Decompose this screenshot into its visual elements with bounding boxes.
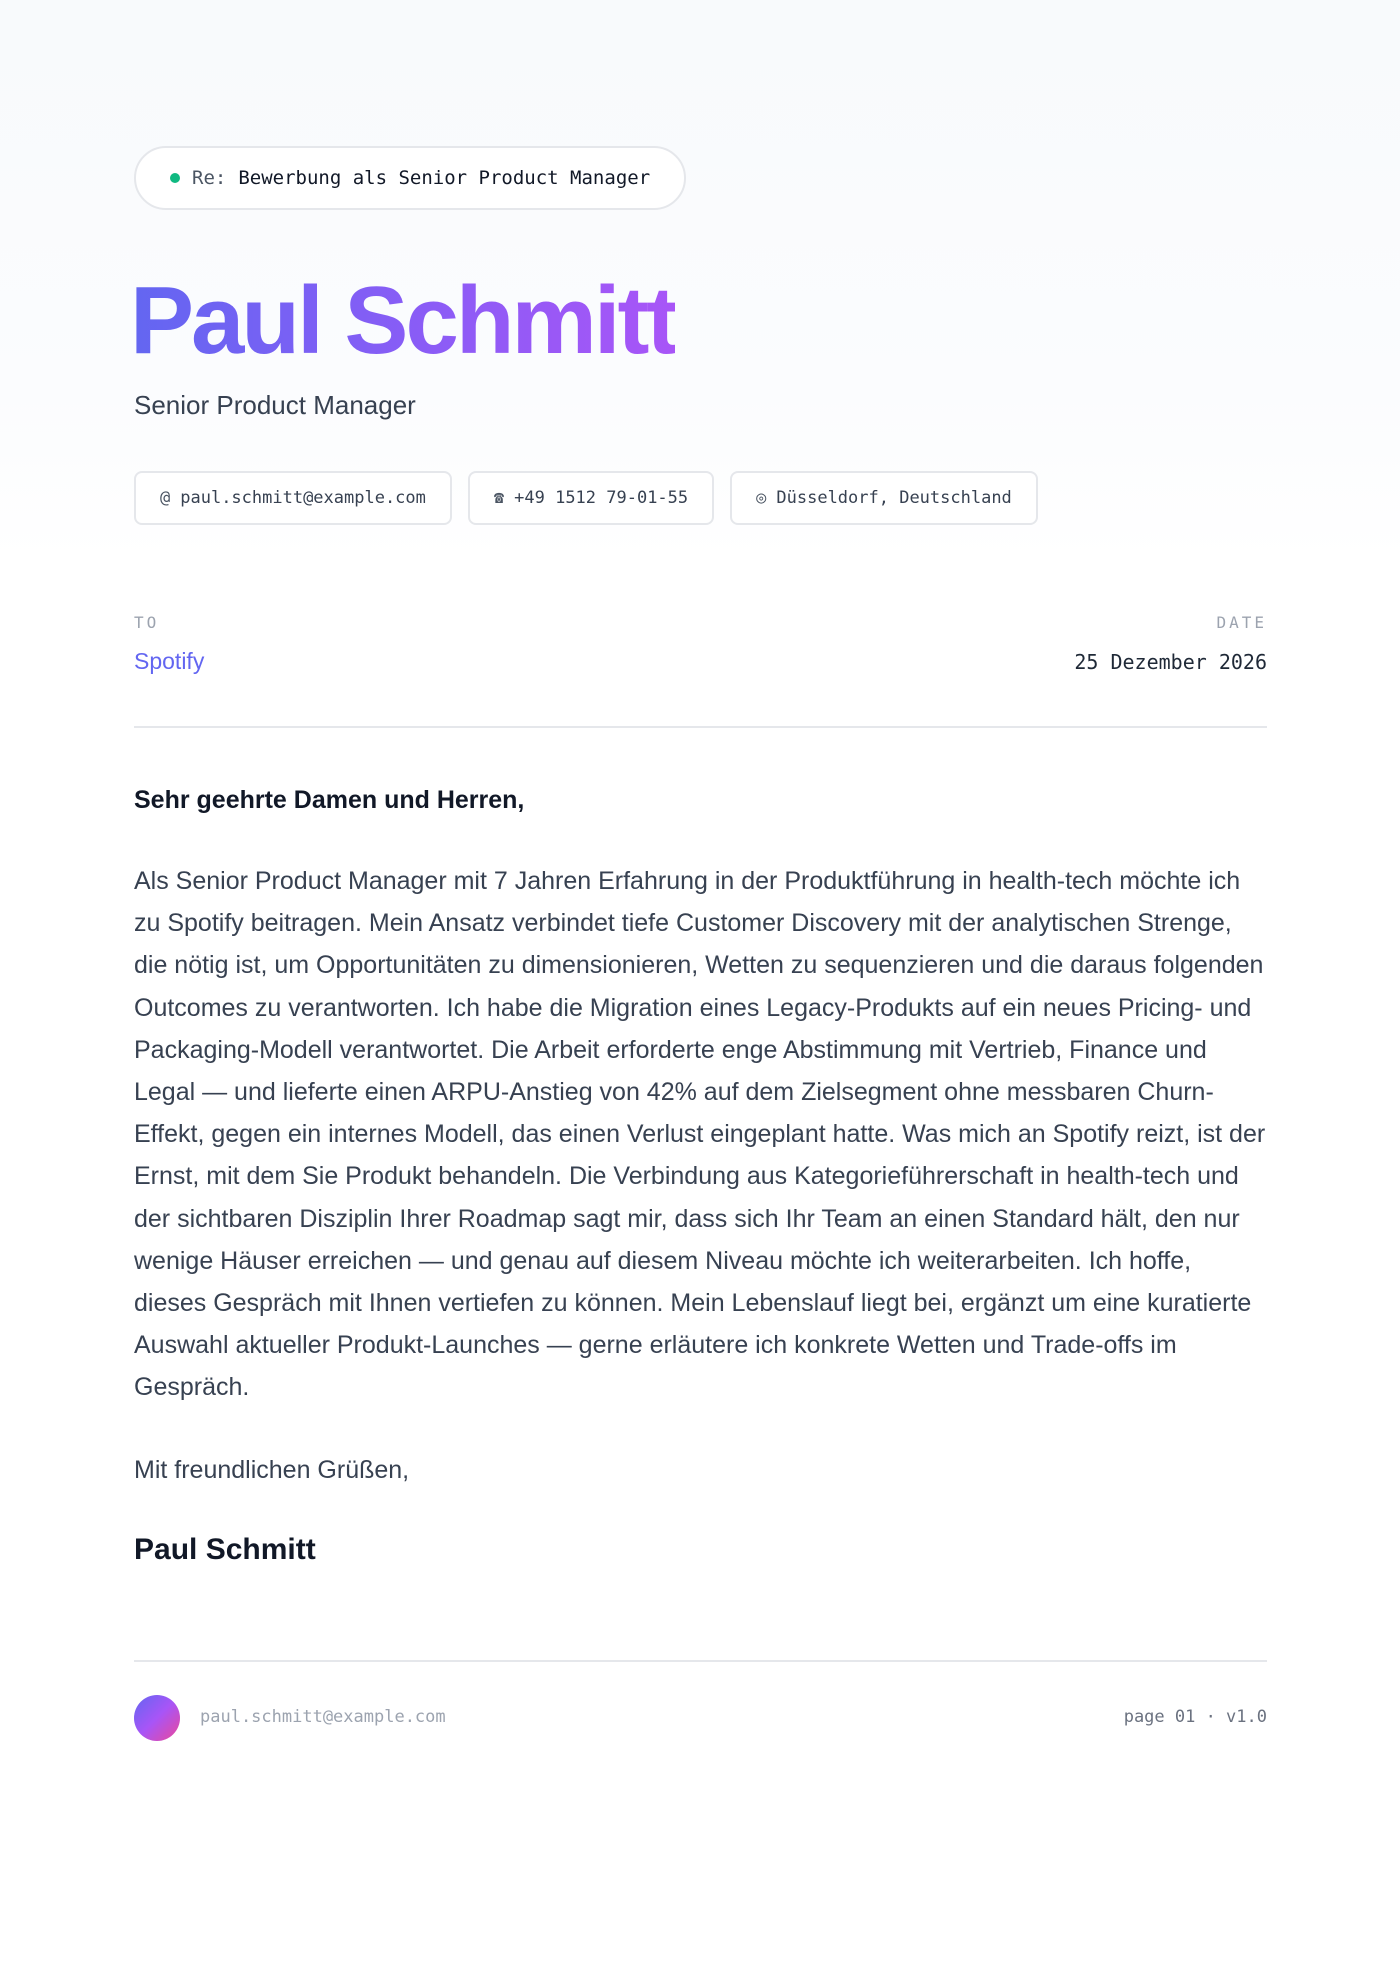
sender-role: Senior Product Manager <box>134 390 416 420</box>
location-icon: ◎ <box>756 488 767 508</box>
date-label: DATE <box>1216 613 1267 632</box>
subject-prefix: Re: <box>192 167 227 189</box>
footer-divider <box>134 1660 1267 1662</box>
location-chip <box>730 471 1038 525</box>
status-dot-icon <box>170 173 180 183</box>
email-value: paul.schmitt@example.com <box>180 488 426 508</box>
phone-value: +49 1512 79-01-55 <box>514 488 689 508</box>
salutation: Sehr geehrte Damen und Herren, <box>134 786 525 814</box>
letter-date: 25 Dezember 2026 <box>1074 650 1267 674</box>
to-label: TO <box>134 613 160 632</box>
closing: Mit freundlichen Grüßen, <box>134 1456 410 1484</box>
sender-name: Paul Schmitt <box>130 267 676 374</box>
email-chip[interactable] <box>134 471 452 525</box>
avatar <box>134 1695 180 1741</box>
subject-text: Bewerbung als Senior Product Manager <box>238 167 651 189</box>
phone-chip[interactable] <box>468 471 714 525</box>
divider <box>134 726 1267 728</box>
subject-pill <box>134 146 686 210</box>
letter-body: Als Senior Product Manager mit 7 Jahren Erfahrung in der Produktführung in health-tech möchte ich zu Spotify beitragen. Mein Ansatz verbindet tiefe Customer Discovery mit der analytischen Strenge, die nötig ist, um Opportunitäten zu dimensionieren, Wetten zu sequenzieren und die daraus folgenden Outcomes zu verantworten. Ich habe die Migration eines Legacy-Produkts auf ein neues Pricing- und Packaging-Modell verantwortet. Die Arbeit erforderte enge Abstimmung mit Vertrieb, Finance und Legal — und lieferte einen ARPU-Anstieg von 42% auf dem Zielsegment ohne messbaren Churn-Effekt, gegen ein internes Modell, das einen Verlust eingeplant hatte. Was mich an Spotify reizt, ist der Ernst, mit dem Sie Produkt behandeln. Die Verbindung aus Kategorieführerschaft in health-tech und der sichtbaren Disziplin Ihrer Roadmap sagt mir, dass sich Ihr Team an einen Standard hält, den nur wenige Häuser erreichen — und genau auf diesem Niveau möchte ich weiterarbeiten. Ich hoffe, dieses Gespräch mit Ihnen vertiefen zu können. Mein Lebenslauf liegt bei, ergänzt um eine kuratierte Auswahl aktueller Produkt-Launches — gerne erläutere ich konkrete Wetten und Trade-offs im Gespräch. <box>134 867 1266 1402</box>
contact-chips <box>134 471 1038 525</box>
cover-letter-page <box>130 0 1267 1980</box>
signature: Paul Schmitt <box>134 1533 316 1566</box>
page-indicator: page 01 · v1.0 <box>1123 1707 1267 1727</box>
phone-icon: ☎ <box>493 488 505 508</box>
footer-email[interactable]: paul.schmitt@example.com <box>200 1707 446 1727</box>
at-icon: @ <box>160 488 171 508</box>
location-value: Düsseldorf, Deutschland <box>776 488 1012 508</box>
recipient-name: Spotify <box>134 648 205 674</box>
